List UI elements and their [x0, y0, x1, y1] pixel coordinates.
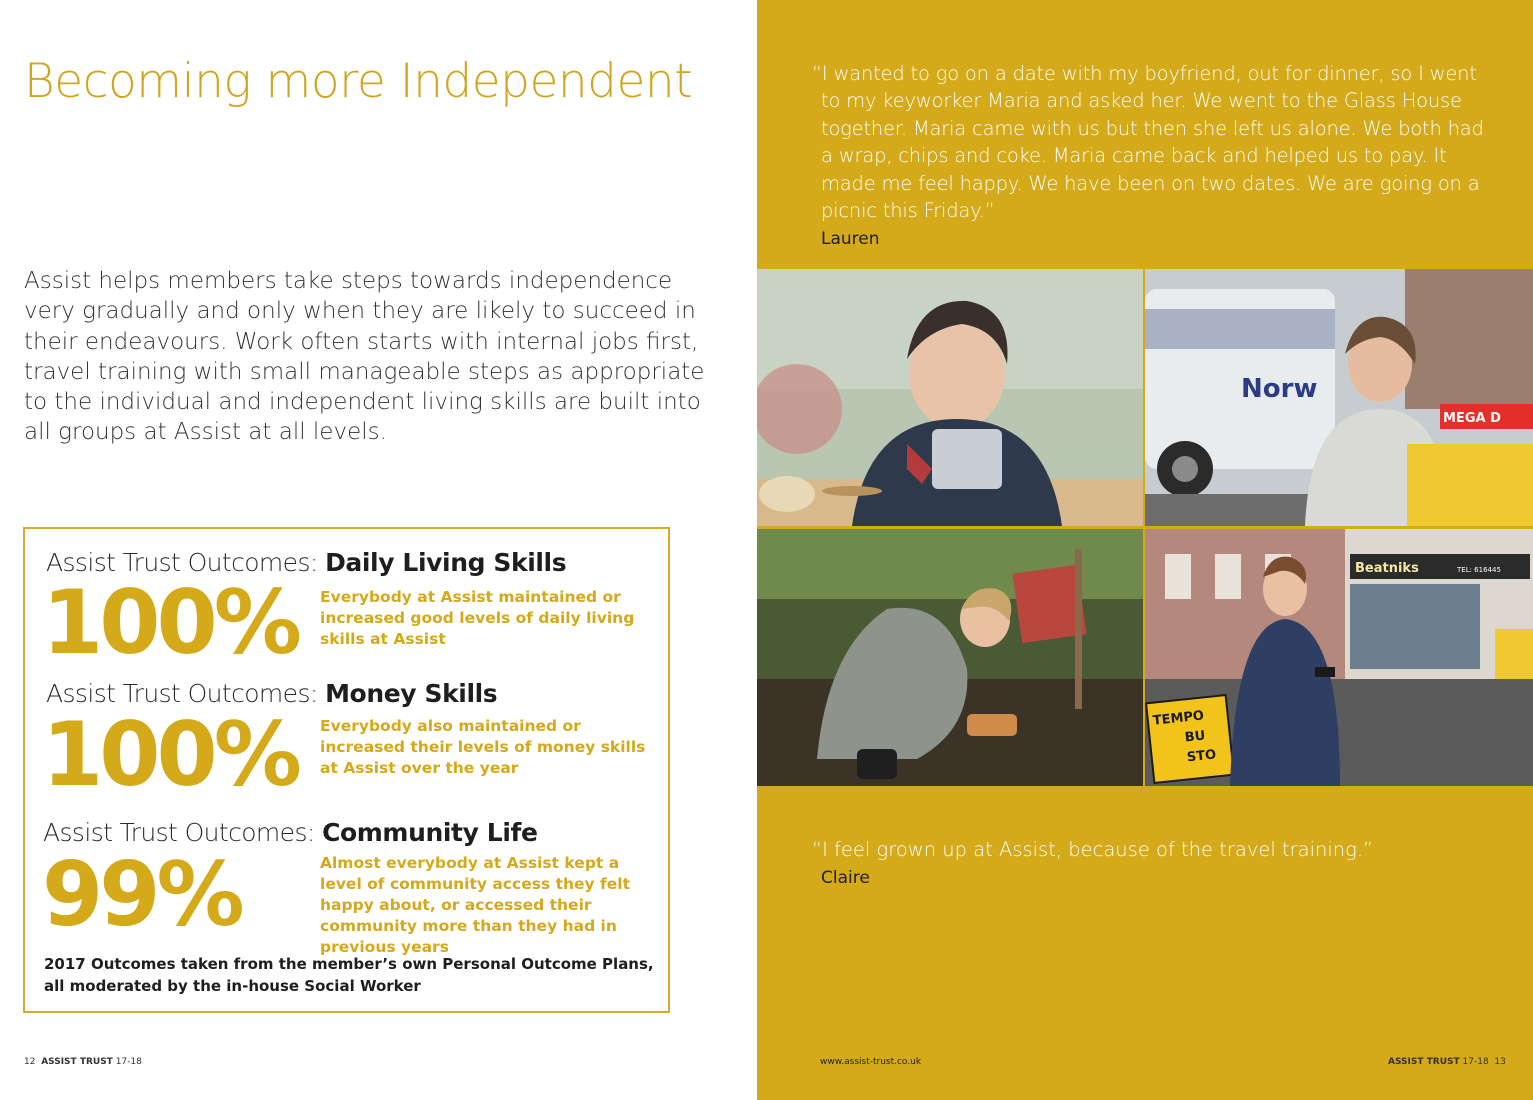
photo-woman-gardening	[757, 529, 1143, 786]
outcomes-box	[23, 527, 670, 1013]
left-folio	[24, 1057, 142, 1067]
photo-woman-at-bus-stop	[1145, 269, 1533, 526]
page-number: 12	[24, 1057, 36, 1067]
outcome-heading-prefix: Assist Trust Outcomes:	[46, 548, 326, 577]
website-url[interactable]: www.assist-trust.co.uk	[820, 1057, 922, 1067]
quote-lauren-author: Lauren	[821, 229, 880, 249]
outcome-heading-prefix: Assist Trust Outcomes:	[43, 818, 323, 847]
shop-phone-text: TEL: 616445	[1457, 566, 1501, 574]
intro-paragraph: Assist helps members take steps towards independence very gradually and only when they are likely to succeed in their endeavours. Work often starts with internal jobs first, travel training with small manageable steps as appropriate to the individual and independent living skills are built into all groups at Assist at all levels.	[24, 268, 705, 446]
road-sign-line2: BU	[1184, 728, 1207, 746]
outcome-description-daily-living: Everybody at Assist maintained or increased good levels of daily living skills at Assist	[320, 588, 635, 648]
quote-lauren: “I wanted to go on a date with my boyfriend, out for dinner, so I went to my keyworker Maria and asked her. We went to the Glass House together. Maria came with us but then she left us alone. We both had a wrap, chips and coke. Maria came back and helped us to pay. It made me feel happy. We have been on two dates. We are going on a picnic this Friday.”	[812, 62, 1484, 223]
folio-brand: ASSIST TRUST	[41, 1057, 113, 1067]
bus-sign-text: Norw	[1241, 374, 1318, 404]
outcome-description-money: Everybody also maintained or increased their levels of money skills at Assist over the year	[320, 717, 646, 777]
quote-claire: “I feel grown up at Assist, because of the travel training.”	[812, 838, 1374, 861]
folio-year: 17-18	[1462, 1057, 1489, 1067]
outcomes-footnote: 2017 Outcomes taken from the member’s own Personal Outcome Plans, all moderated by the in-house Social Worker	[44, 955, 654, 995]
outcome-description-community: Almost everybody at Assist kept a level of community access they felt happy about, or accessed their community more than they had in previous years	[320, 854, 630, 956]
quote-claire-author: Claire	[821, 868, 870, 888]
outcome-percent-community: 99%	[42, 843, 241, 946]
folio-brand: ASSIST TRUST	[1388, 1057, 1460, 1067]
page-title: Becoming more Independent	[24, 54, 693, 109]
outcome-percent-money: 100%	[42, 703, 298, 806]
page-number: 13	[1494, 1057, 1506, 1067]
right-page	[757, 0, 1533, 1100]
right-folio	[1388, 1057, 1506, 1067]
outcome-percent-daily-living: 100%	[42, 571, 298, 674]
shop-sign-text: Beatniks	[1355, 561, 1419, 576]
folio-year: 17-18	[115, 1057, 142, 1067]
outcome-heading-bold: Community Life	[322, 818, 538, 847]
outcome-heading-prefix: Assist Trust Outcomes:	[46, 679, 326, 708]
outcome-heading-bold: Money Skills	[325, 679, 498, 708]
photo-woman-counting-coins	[757, 269, 1143, 526]
road-sign-line3: STO	[1186, 747, 1217, 766]
left-page	[0, 0, 757, 1100]
shop-sign-text: MEGA D	[1443, 411, 1501, 426]
outcome-heading-bold: Daily Living Skills	[325, 548, 567, 577]
photo-man-on-street	[1145, 529, 1533, 786]
road-sign-line1: TEMPO	[1152, 708, 1205, 729]
